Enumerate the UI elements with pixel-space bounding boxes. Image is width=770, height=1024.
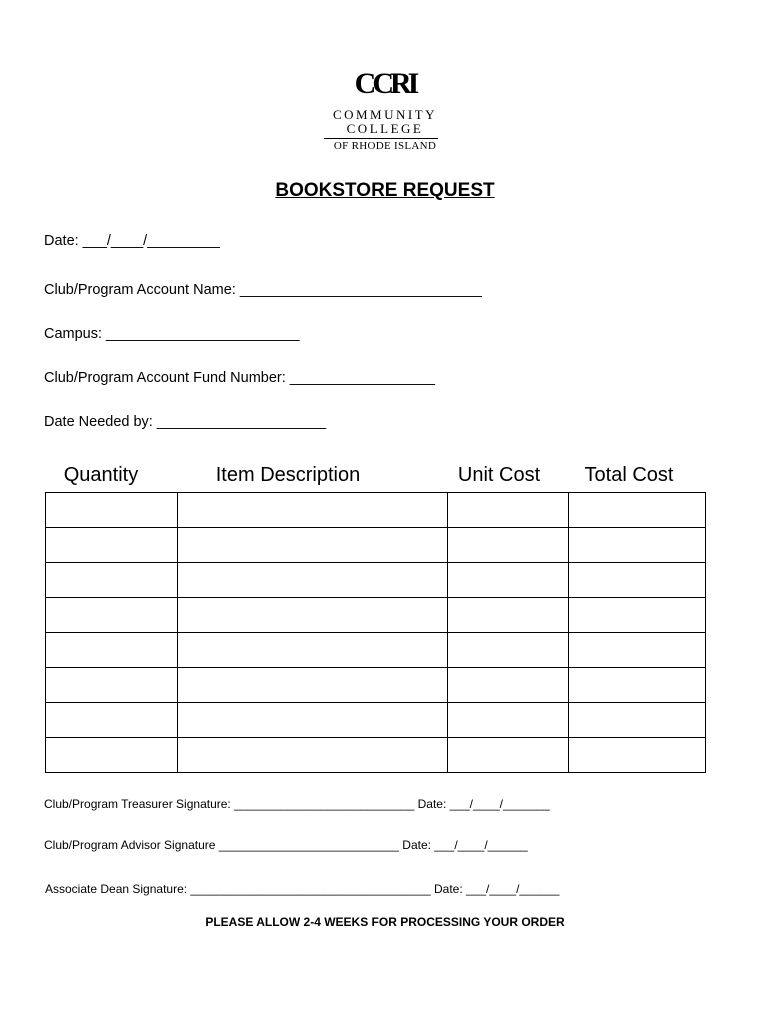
- table-row: [46, 598, 706, 633]
- treasurer-signature-line[interactable]: Club/Program Treasurer Signature: ___________________________ Date: ___/____/_______: [44, 797, 550, 811]
- cell-quantity[interactable]: [46, 598, 178, 633]
- column-header-unit-cost: Unit Cost: [457, 464, 541, 486]
- cell-total-cost[interactable]: [569, 738, 706, 773]
- cell-item-description[interactable]: [178, 598, 448, 633]
- cell-quantity[interactable]: [46, 738, 178, 773]
- cell-total-cost[interactable]: [569, 703, 706, 738]
- cell-item-description[interactable]: [178, 493, 448, 528]
- cell-unit-cost[interactable]: [448, 668, 569, 703]
- cell-total-cost[interactable]: [569, 633, 706, 668]
- account-name-field[interactable]: Club/Program Account Name: ______________________________: [44, 282, 482, 298]
- items-table: [45, 492, 706, 773]
- cell-unit-cost[interactable]: [448, 528, 569, 563]
- table-row: [46, 493, 706, 528]
- cell-item-description[interactable]: [178, 738, 448, 773]
- table-row: [46, 668, 706, 703]
- cell-item-description[interactable]: [178, 668, 448, 703]
- cell-total-cost[interactable]: [569, 598, 706, 633]
- cell-unit-cost[interactable]: [448, 738, 569, 773]
- date-needed-field[interactable]: Date Needed by: _____________________: [44, 414, 327, 430]
- cell-total-cost[interactable]: [569, 528, 706, 563]
- cell-total-cost[interactable]: [569, 493, 706, 528]
- dean-signature-line[interactable]: Associate Dean Signature: ____________________________________ Date: ___/____/______: [45, 882, 560, 896]
- campus-field[interactable]: Campus: ________________________: [44, 326, 300, 342]
- cell-unit-cost[interactable]: [448, 563, 569, 598]
- cell-total-cost[interactable]: [569, 668, 706, 703]
- date-field[interactable]: Date: ___/____/_________: [44, 233, 220, 249]
- cell-unit-cost[interactable]: [448, 633, 569, 668]
- cell-item-description[interactable]: [178, 703, 448, 738]
- column-header-total-cost: Total Cost: [584, 464, 674, 486]
- fund-number-field[interactable]: Club/Program Account Fund Number: __________________: [44, 370, 435, 386]
- advisor-signature-line[interactable]: Club/Program Advisor Signature ___________________________ Date: ___/____/______: [44, 838, 528, 852]
- cell-unit-cost[interactable]: [448, 598, 569, 633]
- logo-text-community: COMMUNITY: [332, 107, 438, 122]
- processing-notice: PLEASE ALLOW 2-4 WEEKS FOR PROCESSING YOUR ORDER: [205, 915, 565, 929]
- cell-item-description[interactable]: [178, 633, 448, 668]
- column-header-quantity: Quantity: [63, 464, 139, 486]
- cell-quantity[interactable]: [46, 493, 178, 528]
- column-header-item-description: Item Description: [215, 464, 361, 486]
- table-row: [46, 528, 706, 563]
- table-row: [46, 738, 706, 773]
- logo-text-college: COLLEGE: [346, 121, 424, 136]
- table-row: [46, 563, 706, 598]
- logo-divider: [324, 138, 438, 139]
- cell-unit-cost[interactable]: [448, 703, 569, 738]
- table-row: [46, 633, 706, 668]
- cell-unit-cost[interactable]: [448, 493, 569, 528]
- form-title: BOOKSTORE REQUEST: [275, 180, 495, 201]
- cell-quantity[interactable]: [46, 528, 178, 563]
- cell-total-cost[interactable]: [569, 563, 706, 598]
- cell-quantity[interactable]: [46, 563, 178, 598]
- logo-text-rhode-island: OF RHODE ISLAND: [333, 140, 437, 152]
- cell-item-description[interactable]: [178, 563, 448, 598]
- cell-quantity[interactable]: [46, 703, 178, 738]
- college-logo: CCRI: [354, 67, 416, 100]
- table-row: [46, 703, 706, 738]
- cell-quantity[interactable]: [46, 633, 178, 668]
- cell-item-description[interactable]: [178, 528, 448, 563]
- cell-quantity[interactable]: [46, 668, 178, 703]
